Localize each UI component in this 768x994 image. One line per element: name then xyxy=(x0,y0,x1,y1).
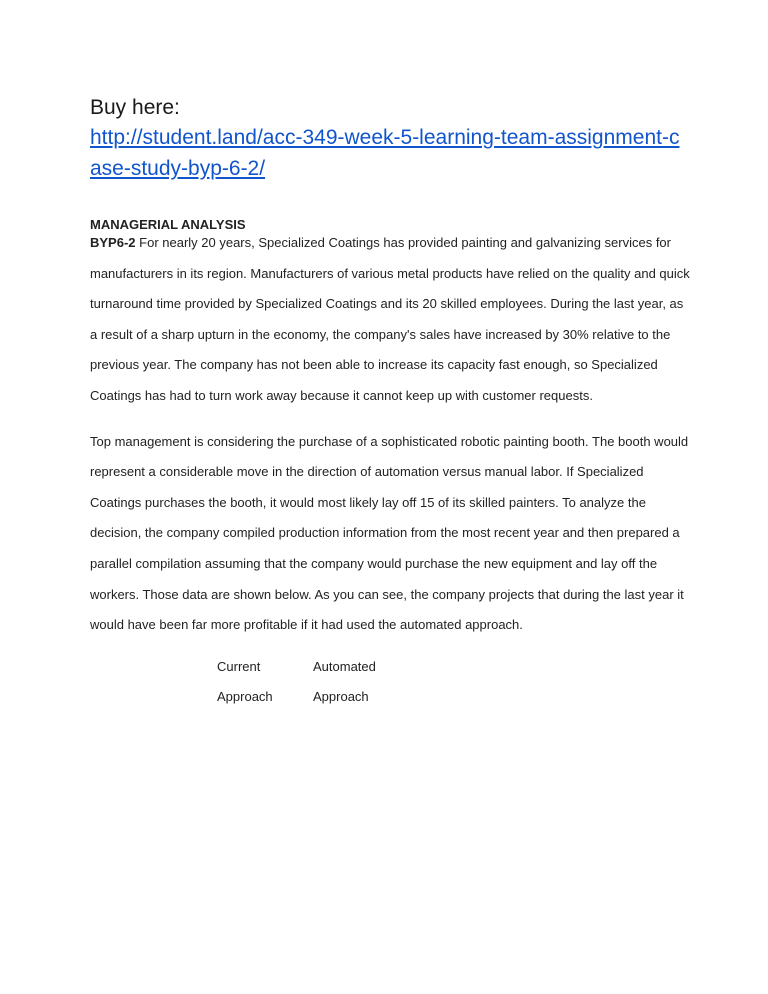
buy-link[interactable]: http://student.land/acc-349-week-5-learning-team-assignment-case-study-byp-6-2/ xyxy=(90,126,680,180)
column-header-current-line2: Approach xyxy=(217,688,273,704)
section-title: MANAGERIAL ANALYSIS xyxy=(90,217,246,232)
paragraph-1 xyxy=(90,228,690,412)
column-header-automated-line2: Approach xyxy=(313,688,369,704)
problem-code: BYP6-2 xyxy=(90,235,136,250)
paragraph-1-text: For nearly 20 years, Specialized Coatings has provided painting and galvanizing services for manufacturers in its region. Manufacturers of various metal products have relied on the quality and quick turnaround time provided by Specialized Coatings and its 20 skilled employees. During the last year, as a result of a sharp upturn in the economy, the company's sales have increased by 30% relative to the previous year. The company has not been able to increase its capacity fast enough, so Specialized Coatings has had to turn work away because it cannot keep up with customer requests. xyxy=(90,235,690,403)
buy-here-label: Buy here: xyxy=(90,96,180,119)
column-header-current-line1: Current xyxy=(217,658,261,674)
document-content xyxy=(90,94,690,728)
approach-table-header xyxy=(90,658,690,728)
column-header-automated-line1: Automated xyxy=(313,658,376,674)
paragraph-2: Top management is considering the purchase of a sophisticated robotic painting booth. The booth would represent a considerable move in the direction of automation versus manual labor. If Specialized Coatings purchases the booth, it would most likely lay off 15 of its skilled painters. To analyze the decision, the company compiled production information from the most recent year and then prepared a parallel compilation assuming that the company would purchase the new equipment and lay off the workers. Those data are shown below. As you can see, the company projects that during the last year it would have been far more profitable if it had used the automated approach. xyxy=(90,433,689,633)
